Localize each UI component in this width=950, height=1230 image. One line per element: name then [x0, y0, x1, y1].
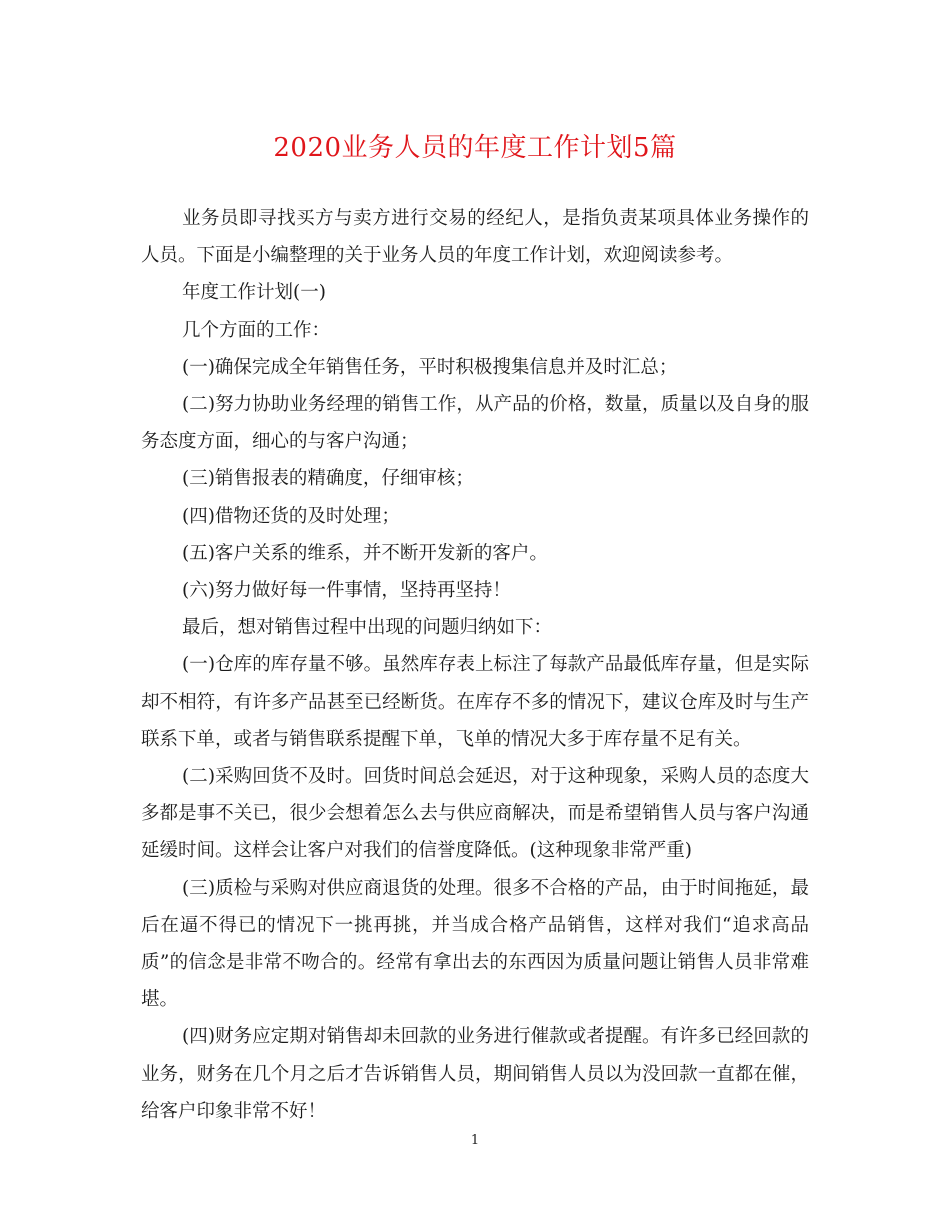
- document-body: [141, 200, 809, 1130]
- paragraph-item-4: (四)借物还货的及时处理；: [182, 505, 400, 527]
- paragraph-item-6: (六)努力做好每一件事情，坚持再坚持！: [182, 580, 511, 602]
- paragraph-problem-3: (三)质检与采购对供应商退货的处理。很多不合格的产品，由于时间拖延，最后在逼不得已的情况下一挑再挑，并当成合格产品销售，这样对我们“追求高品质”的信念是非常不吻合的。经常有拿出去的东西因为质量问题让销售人员非常难堪。: [141, 877, 809, 1011]
- paragraph-intro: 业务员即寻找买方与卖方进行交易的经纪人，是指负责某项具体业务操作的人员。下面是小编整理的关于业务人员的年度工作计划，欢迎阅读参考。: [141, 208, 809, 267]
- paragraph-problem-4: (四)财务应定期对销售却未回款的业务进行催款或者提醒。有许多已经回款的业务，财务在几个月之后才告诉销售人员，期间销售人员以为没回款一直都在催，给客户印象非常不好！: [141, 1026, 809, 1122]
- paragraph-item-1: (一)确保完成全年销售任务，平时积极搜集信息并及时汇总；: [182, 356, 678, 378]
- paragraph-problems-intro: 最后，想对销售过程中出现的问题归纳如下：: [182, 617, 553, 639]
- paragraph-work-aspects: 几个方面的工作：: [182, 319, 331, 341]
- page-number: 1: [470, 1133, 480, 1148]
- document-title: 2020业务人员的年度工作计划5篇: [273, 133, 677, 163]
- paragraph-problem-2: (二)采购回货不及时。回货时间总会延迟，对于这种现象，采购人员的态度大多都是事不关已，很少会想着怎么去与供应商解决，而是希望销售人员与客户沟通延缓时间。这样会让客户对我们的信誉度降低。(这种现象非常严重): [141, 766, 809, 862]
- paragraph-item-3: (三)销售报表的精确度，仔细审核；: [182, 468, 474, 490]
- paragraph-plan-heading: 年度工作计划(一): [182, 282, 326, 304]
- paragraph-item-5: (五)客户关系的维系，并不断开发新的客户。: [182, 542, 548, 564]
- paragraph-item-2: (二)努力协助业务经理的销售工作，从产品的价格，数量，质量以及自身的服务态度方面，细心的与客户沟通；: [141, 394, 809, 453]
- paragraph-problem-1: (一)仓库的库存量不够。虽然库存表上标注了每款产品最低库存量，但是实际却不相符，有许多产品甚至已经断货。在库存不多的情况下，建议仓库及时与生产联系下单，或者与销售联系提醒下单，飞单的情况大多于库存量不足有关。: [141, 654, 809, 750]
